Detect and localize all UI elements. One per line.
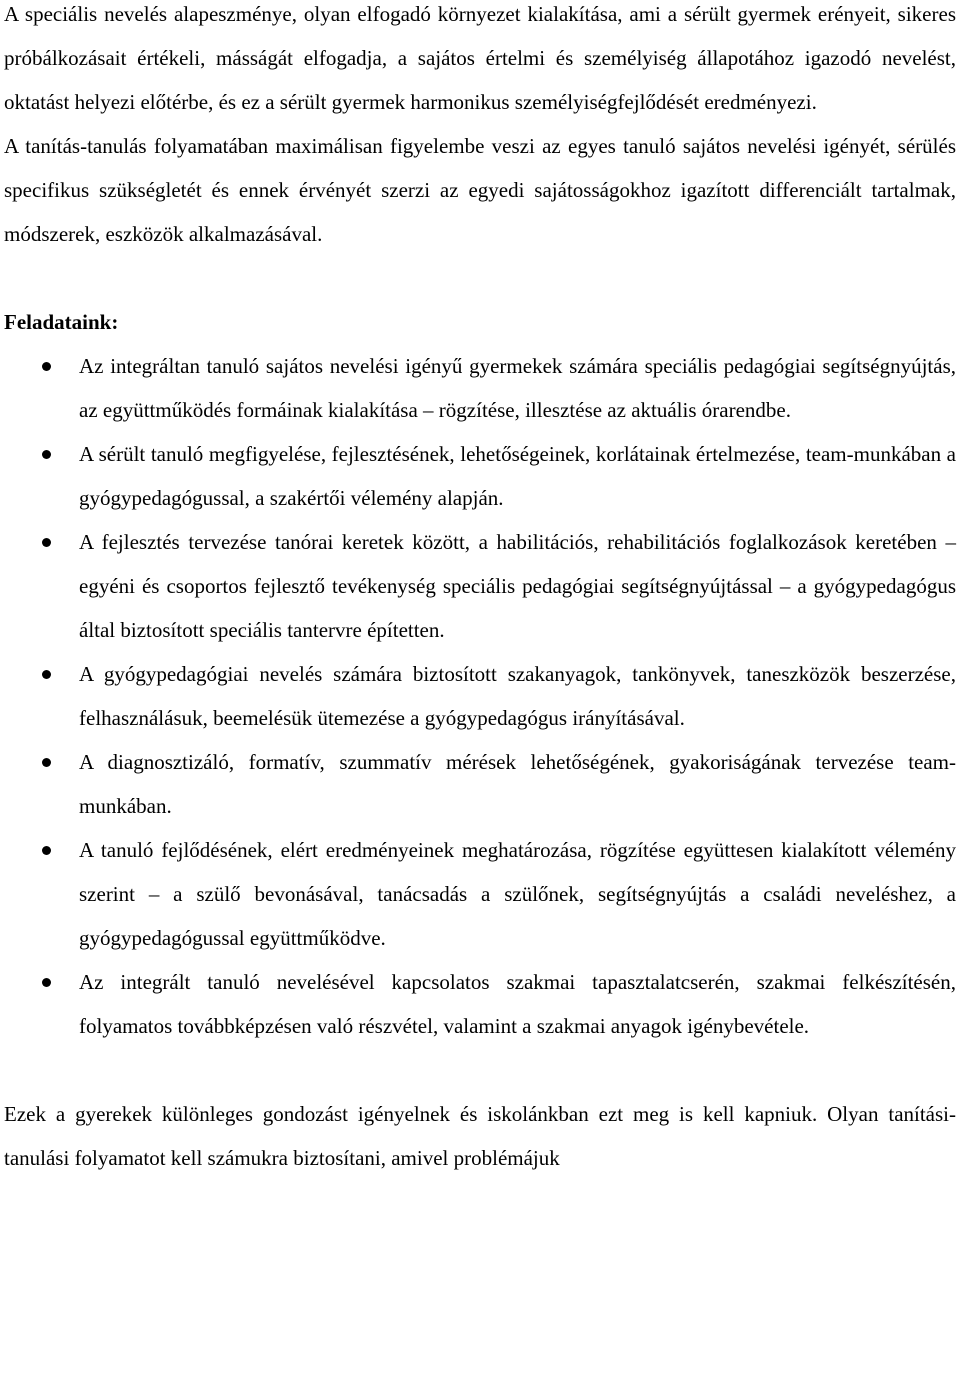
list-item-text: Az integrált tanuló nevelésével kapcsolatos szakmai tapasztalatcserén, szakmai felkészítésén, folyamatos továbbképzésen való részvétel, valamint a szakmai anyagok igénybevétele. — [79, 970, 956, 1038]
list-item-text: A gyógypedagógiai nevelés számára biztosított szakanyagok, tankönyvek, taneszközök beszerzése, felhasználásuk, beemelésük ütemezése a gyógypedagógus irányításával. — [79, 662, 956, 730]
closing-paragraph: Ezek a gyerekek különleges gondozást igényelnek és iskolánkban ezt meg is kell kapniuk. Olyan tanítási-tanulási folyamatot kell számukra biztosítani, amivel problémájuk — [4, 1102, 956, 1170]
bullet-icon — [42, 362, 51, 371]
intro-paragraph: A speciális nevelés alapeszménye, olyan elfogadó környezet kialakítása, ami a sérült gyermek erényeit, sikeres próbálkozásait értékeli, másságát elfogadja, a sajátos értelmi és személyiség állapotához igazodó nevelést, oktatást helyezi előtérbe, és ez a sérült gyermek harmonikus személyiségfejlődését eredményezi. — [4, 2, 956, 114]
list-item — [4, 828, 956, 960]
teaching-paragraph: A tanítás-tanulás folyamatában maximálisan figyelembe veszi az egyes tanuló sajátos nevelési igényét, sérülés specifikus szükségletét és ennek érvényét szerzi az egyedi sajátosságokhoz igazított differenciált tartalmak, módszerek, eszközök alkalmazásával. — [4, 134, 956, 246]
list-item — [4, 960, 956, 1048]
list-item — [4, 652, 956, 740]
list-item — [4, 740, 956, 828]
task-list — [4, 344, 956, 1048]
bullet-icon — [42, 758, 51, 767]
bullet-icon — [42, 670, 51, 679]
list-item-text: A fejlesztés tervezése tanórai keretek között, a habilitációs, rehabilitációs foglalkozások keretében – egyéni és csoportos fejlesztő tevékenység speciális pedagógiai segítségnyújtással – a gyógypedagógus által biztosított speciális tantervre építetten. — [79, 530, 956, 642]
list-item-text: A sérült tanuló megfigyelése, fejlesztésének, lehetőségeinek, korlátainak értelmezése, team-munkában a gyógypedagógussal, a szakértői vélemény alapján. — [79, 442, 956, 510]
section-heading: Feladataink: — [4, 310, 119, 334]
bullet-icon — [42, 450, 51, 459]
bullet-icon — [42, 538, 51, 547]
bullet-icon — [42, 978, 51, 987]
list-item — [4, 432, 956, 520]
list-item-text: Az integráltan tanuló sajátos nevelési igényű gyermekek számára speciális pedagógiai segítségnyújtás, az együttműködés formáinak kialakítása – rögzítése, illesztése az aktuális órarendbe. — [79, 354, 956, 422]
list-item — [4, 520, 956, 652]
bullet-icon — [42, 846, 51, 855]
list-item-text: A tanuló fejlődésének, elért eredményeinek meghatározása, rögzítése együttesen kialakított vélemény szerint – a szülő bevonásával, tanácsadás a szülőnek, segítségnyújtás a családi neveléshez, a gyógypedagógussal együttműködve. — [79, 838, 956, 950]
list-item — [4, 344, 956, 432]
list-item-text: A diagnosztizáló, formatív, szummatív mérések lehetőségének, gyakoriságának tervezése team-munkában. — [79, 750, 956, 818]
